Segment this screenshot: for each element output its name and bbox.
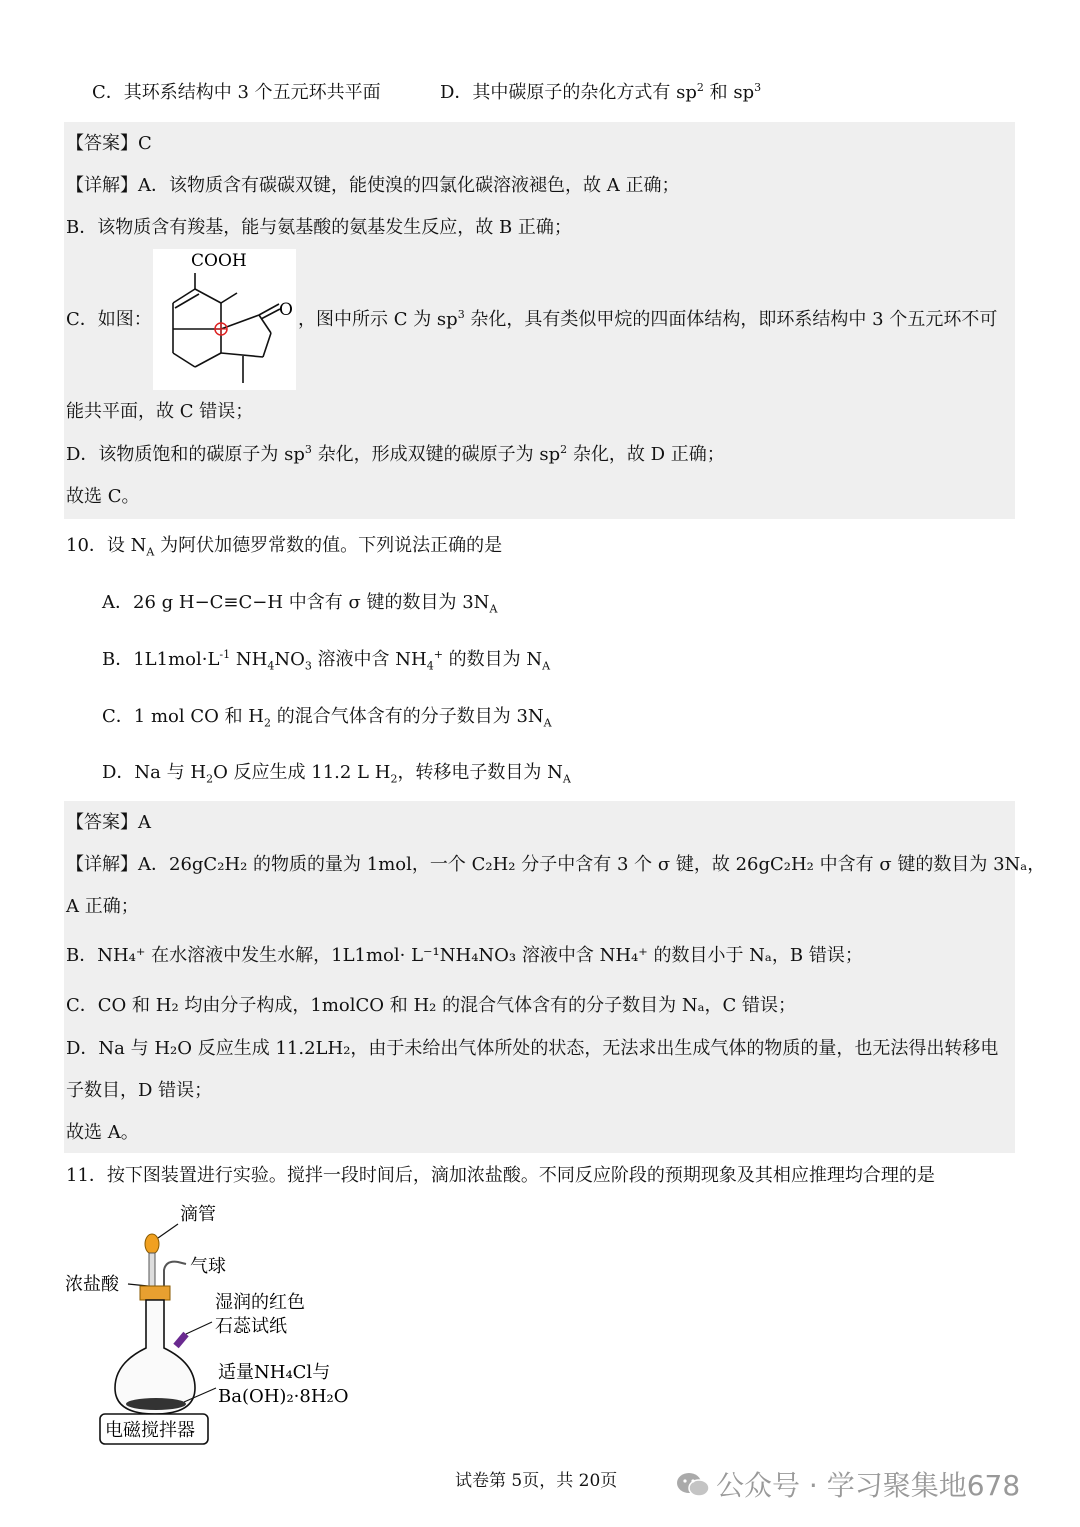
cooh-label: COOH <box>191 251 247 271</box>
reagent-solid-icon <box>126 1398 186 1410</box>
q10-detail-d-2: 子数目，D 错误； <box>66 1080 213 1101</box>
label-hcl: 浓盐酸 <box>65 1274 119 1295</box>
label-litmus-2: 石蕊试纸 <box>215 1316 287 1337</box>
label-reagent-2: Ba(OH)₂·8H₂O <box>218 1386 349 1407</box>
q10-detail-d-1: D．Na 与 H₂O 反应生成 11.2LH₂，由于未给出气体所处的状态，无法求出生成气体的物质的量，也无法得出转移电 <box>66 1038 999 1059</box>
q9-detail-c-label: C．如图： <box>66 309 152 330</box>
watermark: 公众号 · 学习聚集地678 <box>676 1464 1020 1504</box>
q9-detail-c-text: ，图中所示 C 为 $sp^3$ 杂化，具有类似甲烷的四面体结构，即环系结构中 3 个五元环不可 <box>298 308 998 330</box>
q9-detail-a: 【详解】A．该物质含有碳碳双键，能使溴的四氯化碳溶液褪色，故 A 正确； <box>66 175 680 196</box>
apparatus-diagram <box>60 1198 360 1448</box>
dropper-bulb-icon <box>145 1234 159 1254</box>
q9-detail-d: D．该物质饱和的碳原子为 $sp^3$ 杂化，形成双键的碳原子为 $sp^2$ 杂化，故 D 正确； <box>66 443 725 465</box>
ketone-o-label: O <box>279 300 293 320</box>
q10-detail-a-2: A 正确； <box>66 896 139 917</box>
q9-answer: 【答案】C <box>66 133 152 154</box>
label-dropper: 滴管 <box>180 1204 216 1225</box>
stopper-icon <box>140 1286 170 1300</box>
q10-option-a[interactable]: A．26 g H−C≡C−H 中含有 σ 键的数目为 $3N_A$ <box>102 592 498 616</box>
q10-choose: 故选 A。 <box>66 1122 139 1143</box>
flask-icon <box>115 1300 195 1414</box>
q9-detail-b: B．该物质含有羧基，能与氨基酸的氨基发生反应，故 B 正确； <box>66 217 572 238</box>
q9-option-c: C．其环系结构中 3 个五元环共平面 <box>92 82 381 103</box>
q11-stem: 11．按下图装置进行实验。搅拌一段时间后，滴加浓盐酸。不同反应阶段的预期现象及其相应推理均合理的是 <box>66 1165 935 1186</box>
molecule-structure-drawing <box>153 249 296 390</box>
q9-option-d: D．其中碳原子的杂化方式有 $sp^2$ 和 $sp^3$ <box>440 81 762 103</box>
label-reagent-1: 适量NH₄Cl与 <box>218 1362 331 1383</box>
q10-detail-a-1: 【详解】A．26gC₂H₂ 的物质的量为 1mol，一个 C₂H₂ 分子中含有 3 个 σ 键，故 26gC₂H₂ 中含有 σ 键的数目为 3Nₐ， <box>66 854 1046 875</box>
label-stirrer: 电磁搅拌器 <box>105 1420 195 1441</box>
q10-option-c[interactable]: C．1 mol CO 和 $H_2$ 的混合气体含有的分子数目为 $3N_A$ <box>102 706 552 730</box>
page-footer: 试卷第 5页，共 20页 <box>455 1471 618 1491</box>
q10-detail-c: C．CO 和 H₂ 均由分子构成，1molCO 和 H₂ 的混合气体含有的分子数目为 Nₐ，C 错误； <box>66 995 797 1016</box>
q9-detail-c-cont: 能共平面，故 C 错误； <box>66 401 254 422</box>
q10-detail-b: B．NH₄⁺ 在水溶液中发生水解，1L1mol· L⁻¹NH₄NO₃ 溶液中含 NH₄⁺ 的数目小于 Nₐ，B 错误； <box>66 945 863 966</box>
litmus-paper-icon <box>176 1334 186 1346</box>
q10-stem: 10．设 $N_A$ 为阿伏加德罗常数的值。下列说法正确的是 <box>66 535 503 559</box>
q9-choose: 故选 C。 <box>66 486 140 507</box>
molecule-structure-figure <box>153 249 296 390</box>
wechat-icon <box>676 1471 710 1499</box>
q10-option-b[interactable]: B．$1L1mol\cdot L^{-1}$ $NH_4NO_3$ 溶液中含 $NH_4^+$ 的数目为 $N_A$ <box>102 648 551 673</box>
label-litmus-1: 湿润的红色 <box>215 1292 305 1313</box>
label-balloon: 气球 <box>190 1256 226 1277</box>
q10-answer: 【答案】A <box>66 812 151 833</box>
q10-option-d[interactable]: D．Na 与 $H_2O$ 反应生成 11.2 L $H_2$，转移电子数目为 $N_A$ <box>102 762 571 786</box>
